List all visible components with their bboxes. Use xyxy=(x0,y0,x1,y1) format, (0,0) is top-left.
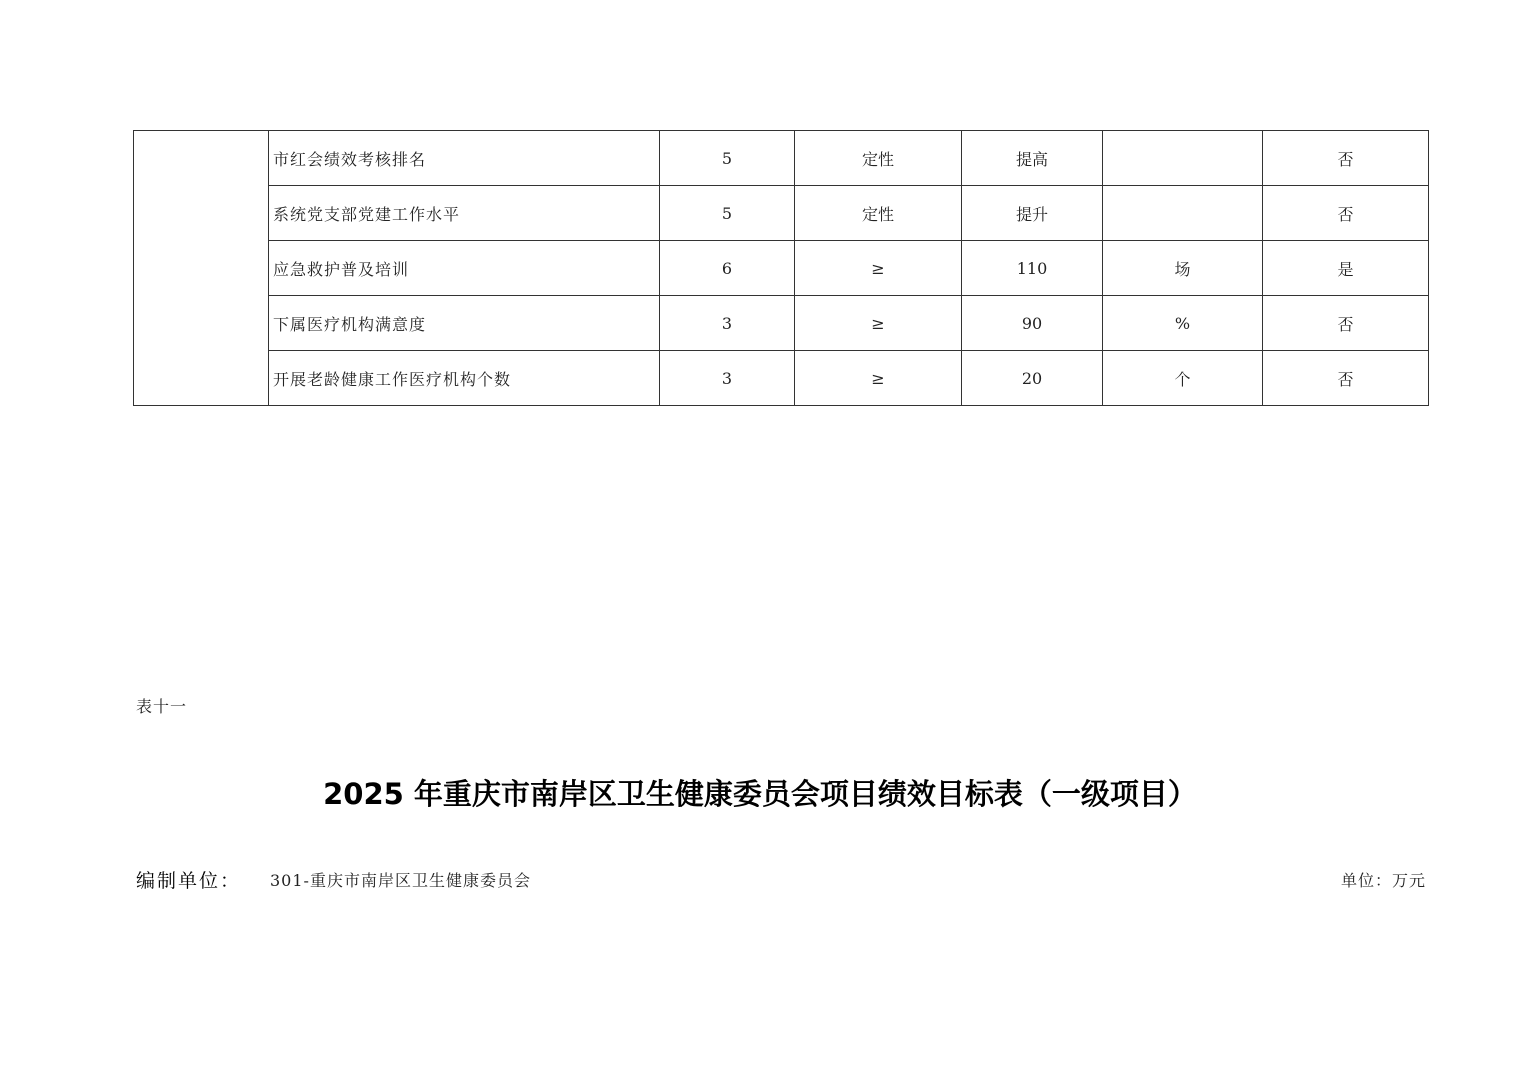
unit-cell: 个 xyxy=(1103,351,1263,406)
operator-cell: 定性 xyxy=(795,186,962,241)
merged-category-cell xyxy=(134,131,269,406)
indicator-name-cell: 系统党支部党建工作水平 xyxy=(269,186,660,241)
compiling-unit-label: 编制单位： xyxy=(136,870,242,892)
target-value-cell: 90 xyxy=(962,296,1103,351)
operator-cell: 定性 xyxy=(795,131,962,186)
table-number-label: 表十一 xyxy=(136,697,188,716)
indicator-name-cell: 市红会绩效考核排名 xyxy=(269,131,660,186)
table-row xyxy=(134,186,1429,241)
core-indicator-cell: 否 xyxy=(1263,131,1429,186)
table-row xyxy=(134,351,1429,406)
currency-unit-label: 单位：万元 xyxy=(1340,871,1426,890)
unit-cell xyxy=(1103,131,1263,186)
core-indicator-cell: 否 xyxy=(1263,186,1429,241)
performance-indicator-table xyxy=(133,130,1429,406)
weight-cell: 3 xyxy=(660,351,795,406)
target-value-cell: 提升 xyxy=(962,186,1103,241)
weight-cell: 6 xyxy=(660,241,795,296)
indicator-name-cell: 下属医疗机构满意度 xyxy=(269,296,660,351)
core-indicator-cell: 是 xyxy=(1263,241,1429,296)
target-value-cell: 20 xyxy=(962,351,1103,406)
weight-cell: 3 xyxy=(660,296,795,351)
target-value-cell: 110 xyxy=(962,241,1103,296)
unit-cell: 场 xyxy=(1103,241,1263,296)
compiling-unit-value: 301-重庆市南岸区卫生健康委员会 xyxy=(270,871,531,890)
core-indicator-cell: 否 xyxy=(1263,351,1429,406)
target-value-cell: 提高 xyxy=(962,131,1103,186)
table-row xyxy=(134,296,1429,351)
unit-cell xyxy=(1103,186,1263,241)
page-title: 2025 年重庆市南岸区卫生健康委员会项目绩效目标表（一级项目） xyxy=(323,777,1197,811)
operator-cell: ≥ xyxy=(795,296,962,351)
table-row xyxy=(134,131,1429,186)
core-indicator-cell: 否 xyxy=(1263,296,1429,351)
operator-cell: ≥ xyxy=(795,351,962,406)
indicator-name-cell: 开展老龄健康工作医疗机构个数 xyxy=(269,351,660,406)
weight-cell: 5 xyxy=(660,186,795,241)
unit-cell: % xyxy=(1103,296,1263,351)
table-row xyxy=(134,241,1429,296)
operator-cell: ≥ xyxy=(795,241,962,296)
weight-cell: 5 xyxy=(660,131,795,186)
indicator-name-cell: 应急救护普及培训 xyxy=(269,241,660,296)
